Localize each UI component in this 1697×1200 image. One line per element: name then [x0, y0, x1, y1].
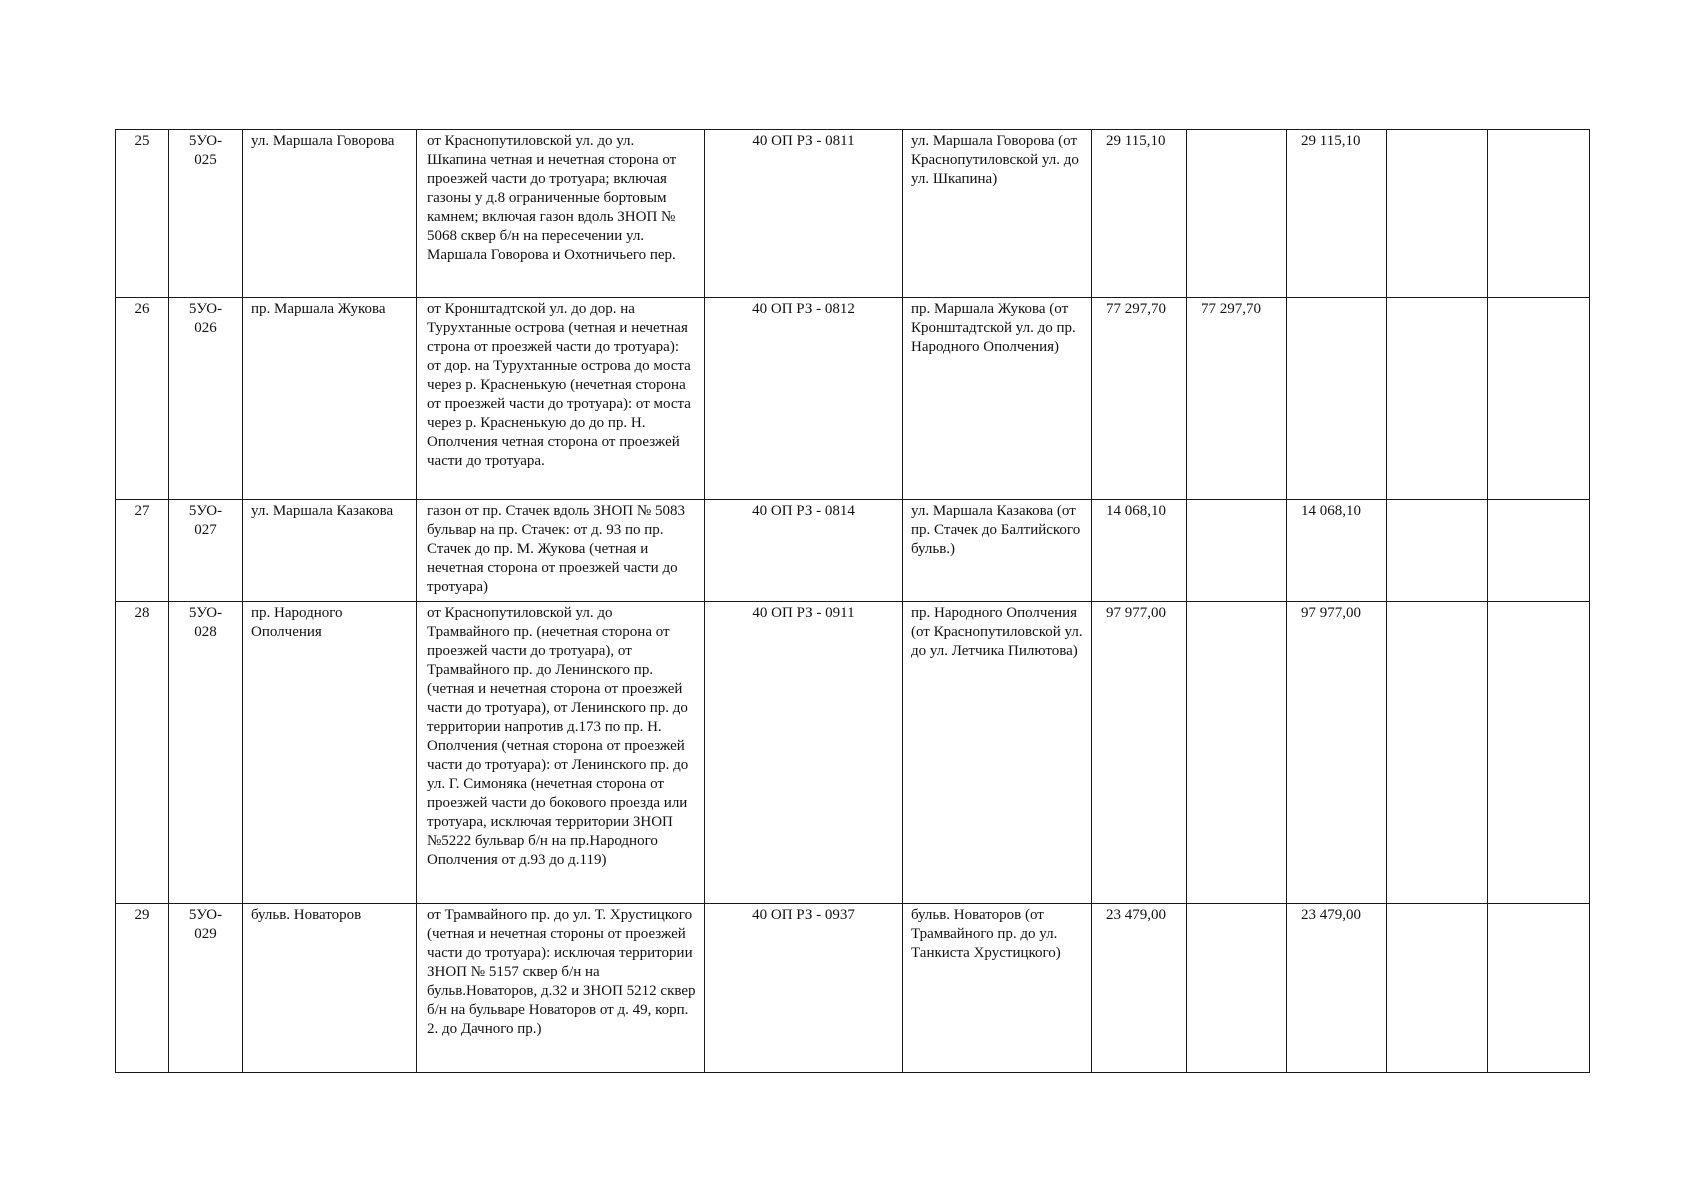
registry-number: 40 ОП РЗ - 0814 [705, 500, 903, 602]
row-number: 25 [116, 130, 169, 298]
extra-column-1 [1387, 130, 1488, 298]
object-code: 5УО- 025 [169, 130, 243, 298]
street-name: ул. Маршала Говорова [243, 130, 417, 298]
area-column-2 [1187, 602, 1287, 904]
section-description: газон от пр. Стачек вдоль ЗНОП № 5083 бульвар на пр. Стачек: от д. 93 по пр. Стачек до пр. М. Жукова (четная и нечетная сторона от проезжей части до тротуара) [417, 500, 705, 602]
street-name: пр. Народного Ополчения [243, 602, 417, 904]
road-name: пр. Народного Ополчения (от Краснопутиловской ул. до ул. Летчика Пилютова) [903, 602, 1092, 904]
table-row [116, 602, 1590, 904]
section-description: от Трамвайного пр. до ул. Т. Хрустицкого (четная и нечетная стороны от проезжей части до тротуара): исключая территории ЗНОП № 5157 сквер б/н на бульв.Новаторов, д.32 и ЗНОП 5212 сквер б/н на бульваре Новаторов от д. 49, корп. 2. до Дачного пр.) [417, 904, 705, 1073]
street-name: ул. Маршала Казакова [243, 500, 417, 602]
extra-column-1 [1387, 298, 1488, 500]
extra-column-1 [1387, 904, 1488, 1073]
row-number: 27 [116, 500, 169, 602]
table-row [116, 298, 1590, 500]
section-description: от Краснопутиловской ул. до Трамвайного пр. (нечетная сторона от проезжей части до тротуара), от Трамвайного пр. до Ленинского пр. (четная и нечетная сторона от проезжей части до тротуара), от Ленинского пр. до территории напротив д.173 по пр. Н. Ополчения (четная сторона от проезжей части до тротуара): от Ленинского пр. до ул. Г. Симоняка (нечетная сторона от проезжей части до бокового проезда или тротуара, исключая территории ЗНОП №5222 бульвар б/н на пр.Народного Ополчения от д.93 до д.119) [417, 602, 705, 904]
area-column-2 [1187, 500, 1287, 602]
extra-column-2 [1488, 298, 1590, 500]
extra-column-1 [1387, 602, 1488, 904]
road-registry-table [115, 129, 1590, 1073]
object-code: 5УО- 029 [169, 904, 243, 1073]
area-column-2 [1187, 904, 1287, 1073]
extra-column-2 [1488, 500, 1590, 602]
object-code: 5УО- 026 [169, 298, 243, 500]
registry-number: 40 ОП РЗ - 0911 [705, 602, 903, 904]
table-row [116, 904, 1590, 1073]
extra-column-2 [1488, 130, 1590, 298]
area-column-2: 77 297,70 [1187, 298, 1287, 500]
total-area: 14 068,10 [1092, 500, 1187, 602]
area-column-3: 14 068,10 [1287, 500, 1387, 602]
street-name: бульв. Новаторов [243, 904, 417, 1073]
road-name: ул. Маршала Казакова (от пр. Стачек до Балтийского бульв.) [903, 500, 1092, 602]
registry-number: 40 ОП РЗ - 0812 [705, 298, 903, 500]
section-description: от Кронштадтской ул. до дор. на Турухтанные острова (четная и нечетная строна от проезжей части до тротуара): от дор. на Турухтанные острова до моста через р. Красненькую (нечетная сторона от проезжей части до тротуара): от моста через р. Красненькую до до пр. Н. Ополчения четная сторона от проезжей части до тротуара. [417, 298, 705, 500]
area-column-2 [1187, 130, 1287, 298]
extra-column-1 [1387, 500, 1488, 602]
total-area: 97 977,00 [1092, 602, 1187, 904]
object-code: 5УО- 028 [169, 602, 243, 904]
road-name: пр. Маршала Жукова (от Кронштадтской ул. до пр. Народного Ополчения) [903, 298, 1092, 500]
total-area: 23 479,00 [1092, 904, 1187, 1073]
road-name: бульв. Новаторов (от Трамвайного пр. до ул. Танкиста Хрустицкого) [903, 904, 1092, 1073]
extra-column-2 [1488, 602, 1590, 904]
area-column-3 [1287, 298, 1387, 500]
object-code: 5УО- 027 [169, 500, 243, 602]
section-description: от Краснопутиловской ул. до ул. Шкапина четная и нечетная сторона от проезжей части до тротуара; включая газоны у д.8 ограниченные бортовым камнем; включая газон вдоль ЗНОП № 5068 сквер б/н на пересечении ул. Маршала Говорова и Охотничьего пер. [417, 130, 705, 298]
area-column-3: 23 479,00 [1287, 904, 1387, 1073]
road-name: ул. Маршала Говорова (от Краснопутиловской ул. до ул. Шкапина) [903, 130, 1092, 298]
extra-column-2 [1488, 904, 1590, 1073]
registry-number: 40 ОП РЗ - 0811 [705, 130, 903, 298]
area-column-3: 97 977,00 [1287, 602, 1387, 904]
total-area: 77 297,70 [1092, 298, 1187, 500]
table-row [116, 130, 1590, 298]
table-row [116, 500, 1590, 602]
table-body [116, 130, 1590, 1073]
total-area: 29 115,10 [1092, 130, 1187, 298]
street-name: пр. Маршала Жукова [243, 298, 417, 500]
row-number: 26 [116, 298, 169, 500]
area-column-3: 29 115,10 [1287, 130, 1387, 298]
row-number: 29 [116, 904, 169, 1073]
registry-number: 40 ОП РЗ - 0937 [705, 904, 903, 1073]
row-number: 28 [116, 602, 169, 904]
